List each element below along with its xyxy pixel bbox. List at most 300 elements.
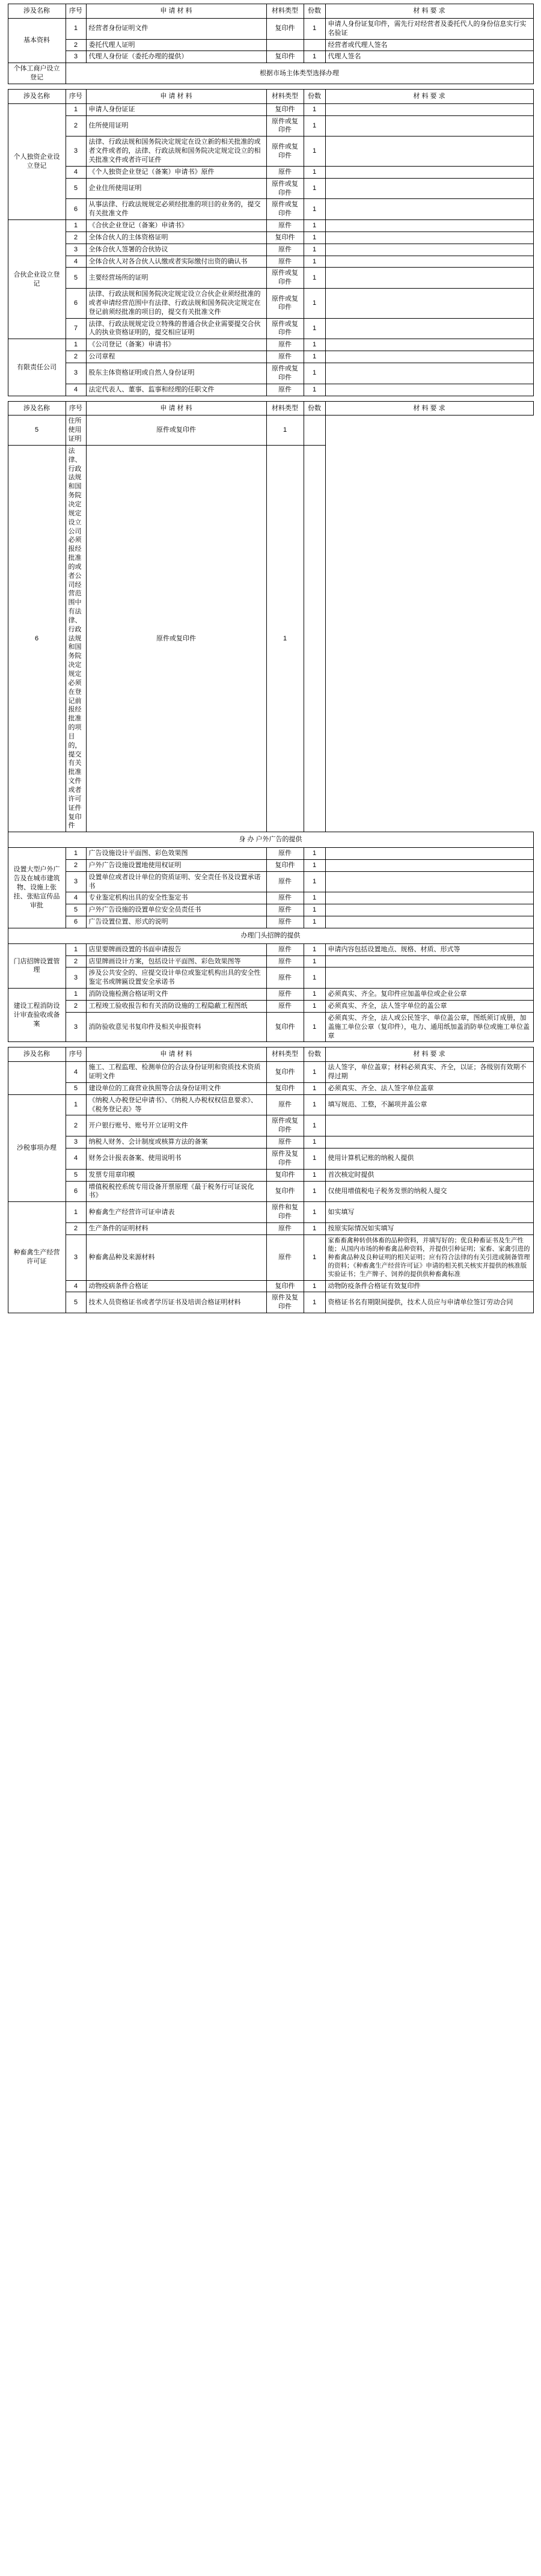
row-material: 涉及公共安全的、应提交设计单位或鉴定机构出具的安全性鉴定书或牌匾设置安全承诺书 — [86, 968, 266, 989]
row-req — [325, 968, 533, 989]
row-no: 1 — [66, 1094, 86, 1115]
band-shop-sign — [8, 928, 533, 943]
table-basic — [8, 4, 534, 84]
row-req: 经营者或代理人签名 — [325, 39, 533, 51]
row-category-continued — [8, 1062, 66, 1095]
row-count: 1 — [304, 1234, 325, 1280]
row-req: 必须真实、齐全、法人签字单位盖章 — [325, 1082, 533, 1094]
row-category: 种畜禽生产经营许可证 — [8, 1202, 66, 1313]
row-material: 种畜禽生产经营许可证申请表 — [86, 1202, 266, 1223]
row-material: 代理人身份证（委托办理的提供） — [86, 51, 266, 63]
col-material: 申 请 材 料 — [86, 89, 266, 103]
row-no: 3 — [66, 968, 86, 989]
row-count: 1 — [304, 1062, 325, 1083]
row-req — [325, 289, 533, 319]
table-row — [8, 178, 533, 199]
row-material: 生产条件的证明材料 — [86, 1222, 266, 1234]
row-count: 1 — [304, 1136, 325, 1148]
table-row — [8, 871, 533, 892]
row-count: 1 — [304, 178, 325, 199]
row-material: 消防设施检测合格证明文件 — [86, 989, 266, 1001]
row-count: 1 — [304, 1292, 325, 1313]
row-count: 1 — [304, 904, 325, 916]
row-type: 复印件 — [266, 232, 304, 244]
row-material: 法律、行政法规和国务院决定规定设立公司必须报经批准的或者公司经营范围中有法律、行政法规和国务院决定规定必须在登记前报经批准的项目的，提交有关批准文件或者许可证件复印件 — [66, 445, 86, 832]
table-row — [8, 1222, 533, 1234]
row-req — [325, 892, 533, 904]
row-count: 1 — [304, 1001, 325, 1013]
row-material: 户外广告设施设置地使用权证明 — [86, 859, 266, 871]
row-req: 必须真实、齐全，法人或公民签字、单位盖公章，图纸须订成册，加盖施工单位公章（复印件），电力、通用纸加盖消防单位或施工单位盖章 — [325, 1012, 533, 1042]
row-no: 4 — [66, 1280, 86, 1292]
row-material: 专业鉴定机构出具的安全性鉴定书 — [86, 892, 266, 904]
row-category: 建设工程消防设计审查验收或备案 — [8, 989, 66, 1042]
table-row — [8, 1148, 533, 1169]
row-type: 复印件 — [266, 51, 304, 63]
row-req: 申请人身份证复印件，需先行对经营者及委托代人的身份信息实行实名验证 — [325, 18, 533, 39]
table-row — [8, 51, 533, 63]
table-row — [8, 1234, 533, 1280]
row-no: 1 — [66, 339, 86, 351]
table-header-row — [8, 4, 533, 19]
row-req — [325, 916, 533, 928]
row-req — [325, 115, 533, 136]
row-req — [325, 363, 533, 384]
col-no: 序号 — [66, 401, 86, 416]
table-header-row — [8, 401, 533, 416]
row-req: 使用计算机记账的纳税人提供 — [325, 1148, 533, 1169]
table-row — [8, 955, 533, 968]
table-row — [8, 115, 533, 136]
table-row — [8, 18, 533, 39]
row-count: 1 — [304, 1169, 325, 1181]
row-no: 6 — [66, 289, 86, 319]
row-type: 复印件 — [266, 1181, 304, 1202]
table-row — [8, 892, 533, 904]
row-type: 复印件 — [266, 1012, 304, 1042]
row-req: 法人签字，单位盖章；材料必须真实、齐全，以证；各级别有效期不得过期 — [325, 1062, 533, 1083]
col-no: 序号 — [66, 4, 86, 19]
table-row — [8, 1012, 533, 1042]
note-choose-by-type: 根据市场主体类型选择办理 — [66, 63, 533, 84]
row-material: 开户银行账号、账号开立证明文件 — [86, 1115, 266, 1136]
row-material: 店里牌画设计方案，包括设计平面图、彩色效果图等 — [86, 955, 266, 968]
row-no: 2 — [66, 1001, 86, 1013]
row-material: 法律、行政法规规定设立特殊的普通合伙企业需要提交合伙人的执业资格证明的，提交相应证明 — [86, 318, 266, 339]
row-no: 4 — [66, 1148, 86, 1169]
col-cat: 涉及名称 — [8, 1047, 66, 1062]
table-row — [8, 351, 533, 363]
row-no: 1 — [66, 18, 86, 39]
row-no: 7 — [66, 318, 86, 339]
row-type: 原件和复印件 — [266, 1202, 304, 1223]
row-no: 6 — [66, 199, 86, 220]
row-req — [325, 256, 533, 268]
row-type: 原件或复印件 — [266, 289, 304, 319]
row-no: 2 — [66, 859, 86, 871]
row-category: 有限责任公司 — [8, 339, 66, 396]
row-req: 仅使用增值税电子税务发票的纳税人提交 — [325, 1181, 533, 1202]
row-no: 1 — [66, 989, 86, 1001]
row-no: 5 — [8, 416, 66, 446]
row-material: 工程竣工验收报告和有关消防设施的工程隐蔽工程图纸 — [86, 1001, 266, 1013]
table-row — [8, 848, 533, 860]
row-material: 经营者身份证明文件 — [86, 18, 266, 39]
col-req: 材 料 要 求 — [325, 401, 533, 416]
row-req — [325, 103, 533, 115]
row-type: 原件 — [266, 871, 304, 892]
row-material: 《纳税人办税登记申请书》、《纳税人办税权权信息要求》、《税务登记表》等 — [86, 1094, 266, 1115]
table-row — [8, 318, 533, 339]
row-type: 原件 — [266, 166, 304, 178]
col-cat: 涉及名称 — [8, 401, 66, 416]
row-type: 原件或复印件 — [266, 178, 304, 199]
col-type: 材料类型 — [266, 89, 304, 103]
row-type: 原件 — [266, 955, 304, 968]
row-no: 3 — [66, 51, 86, 63]
col-material: 申 请 材 料 — [86, 401, 266, 416]
table-row — [8, 1292, 533, 1313]
col-material: 申 请 材 料 — [86, 1047, 266, 1062]
table-row — [8, 916, 533, 928]
row-material: 公司章程 — [86, 351, 266, 363]
row-count: 1 — [304, 1094, 325, 1115]
row-type: 复印件 — [266, 18, 304, 39]
row-req: 必须真实、齐全，法人签字单位的盖公章 — [325, 1001, 533, 1013]
row-req — [325, 871, 533, 892]
table-row — [8, 1082, 533, 1094]
table-row — [8, 339, 533, 351]
row-req: 如实填写 — [325, 1202, 533, 1223]
row-count: 1 — [304, 18, 325, 39]
row-type: 原件 — [266, 1234, 304, 1280]
row-type: 原件或复印件 — [266, 268, 304, 289]
row-type: 原件 — [266, 943, 304, 955]
row-req: 申请内容包括设置地点、规格、材质、形式等 — [325, 943, 533, 955]
row-count: 1 — [304, 115, 325, 136]
band-outdoor-ad — [8, 832, 533, 848]
row-req: 家畜畜禽种转供体畜的品种资料，并填写好的；优良种畜证书及生产性能；从国内市场的种畜禽品种资料，并提供引种证明；家畜、家禽引进的种畜禽品种及良种证明的相关证明；应有符合法律的有关引进或制备管理的资料；《种畜禽生产经营许可证》申请的相关机关核实并提供的核准版实验证书；生产牌子、饲养的提供供种畜禽标准 — [325, 1234, 533, 1280]
row-no: 1 — [66, 103, 86, 115]
row-type: 复印件 — [266, 1062, 304, 1083]
row-material: 法律、行政法规和国务院决定规定设立合伙企业须经批准的或者申请经营范围中有法律、行政法规和国务院决定规定在登记前须经批准的项目的，提交有关批准文件 — [86, 289, 266, 319]
row-material: 住所使用证明 — [86, 115, 266, 136]
table-row — [8, 416, 533, 446]
row-no: 6 — [66, 916, 86, 928]
row-type: 原件 — [266, 1136, 304, 1148]
row-count: 1 — [304, 848, 325, 860]
row-count: 1 — [304, 916, 325, 928]
col-count: 份数 — [304, 401, 325, 416]
col-type: 材料类型 — [266, 401, 304, 416]
row-req: 填写规范、工整，不漏项并盖公章 — [325, 1094, 533, 1115]
row-category: 沙税事项办理 — [8, 1094, 66, 1201]
row-type: 原件 — [266, 1222, 304, 1234]
row-count: 1 — [304, 339, 325, 351]
row-req — [325, 955, 533, 968]
row-material: 广告设施设计平面图、彩色效果图 — [86, 848, 266, 860]
row-type: 原件 — [266, 916, 304, 928]
row-no: 5 — [66, 178, 86, 199]
note-shop-sign: 办理门头招牌的提供 — [8, 928, 533, 943]
row-count: 1 — [304, 859, 325, 871]
table-row — [8, 166, 533, 178]
row-material: 住所使用证明 — [66, 416, 86, 446]
row-material: 增值税税控系统专用设备开票原理《最于税务行可证说化书》 — [86, 1181, 266, 1202]
row-material: 纳税人财务、会计制度或核算方法的备案 — [86, 1136, 266, 1148]
row-req — [304, 416, 325, 446]
row-material: 施工、工程监理、检测单位的合法身份证明和资质技术资质证明文件 — [86, 1062, 266, 1083]
row-type — [266, 39, 304, 51]
row-req: 首次核定时提供 — [325, 1169, 533, 1181]
row-material: 从事法律、行政法规规定必须经批准的项目的业务的，提交有关批准文件 — [86, 199, 266, 220]
row-count — [304, 39, 325, 51]
table-row — [8, 363, 533, 384]
row-category: 个体工商户设立登记 — [8, 63, 66, 84]
row-type: 原件 — [266, 256, 304, 268]
row-no: 3 — [66, 1012, 86, 1042]
row-count: 1 — [304, 1115, 325, 1136]
row-count: 1 — [304, 989, 325, 1001]
table-row — [8, 1169, 533, 1181]
table-row — [8, 943, 533, 955]
row-type: 原件 — [266, 892, 304, 904]
table-row — [8, 136, 533, 167]
row-req: 代理人签名 — [325, 51, 533, 63]
row-req — [325, 904, 533, 916]
row-material: 设置单位或者设计单位的资质证明、安全责任书及设置承诺书 — [86, 871, 266, 892]
table-row — [8, 1280, 533, 1292]
table-row — [8, 989, 533, 1001]
row-req — [325, 268, 533, 289]
row-no: 1 — [66, 220, 86, 232]
table-row — [8, 268, 533, 289]
row-count: 1 — [304, 51, 325, 63]
row-type: 原件或复印件 — [86, 445, 266, 832]
table-row — [8, 103, 533, 115]
row-count: 1 — [304, 943, 325, 955]
row-type: 原件或复印件 — [266, 363, 304, 384]
row-count: 1 — [304, 103, 325, 115]
col-material: 申 请 材 料 — [86, 4, 266, 19]
row-no: 4 — [66, 256, 86, 268]
row-no: 5 — [66, 904, 86, 916]
row-no: 1 — [66, 848, 86, 860]
row-material: 财务会计报表备案、使用说明书 — [86, 1148, 266, 1169]
table-tax-livestock — [8, 1047, 534, 1313]
row-type: 复印件 — [266, 859, 304, 871]
row-count: 1 — [304, 1082, 325, 1094]
table-row — [8, 244, 533, 256]
row-no: 3 — [66, 244, 86, 256]
row-type: 原件 — [266, 1001, 304, 1013]
row-count: 1 — [304, 892, 325, 904]
row-type: 复印件 — [266, 1169, 304, 1181]
row-count: 1 — [304, 351, 325, 363]
row-no: 6 — [8, 445, 66, 832]
col-req: 材 料 要 求 — [325, 4, 533, 19]
row-material: 技术人员资格证书或者学历证书及培训合格证明材料 — [86, 1292, 266, 1313]
row-count: 1 — [304, 363, 325, 384]
row-req — [325, 384, 533, 396]
row-category: 设置大型户外广告及在城市建筑物、设施上张挂、张贴宣传品审批 — [8, 848, 66, 928]
row-type: 原件或复印件 — [266, 1115, 304, 1136]
table-header-row — [8, 1047, 533, 1062]
row-type: 原件或复印件 — [86, 416, 266, 446]
row-no: 4 — [66, 1062, 86, 1083]
row-req — [325, 244, 533, 256]
row-material: 股东主体资格证明或自然人身份证明 — [86, 363, 266, 384]
row-no: 5 — [66, 268, 86, 289]
row-material: 全体合伙人的主体资格证明 — [86, 232, 266, 244]
row-count: 1 — [304, 199, 325, 220]
row-type: 原件 — [266, 220, 304, 232]
row-count: 1 — [304, 136, 325, 167]
row-category: 合伙企业设立登记 — [8, 220, 66, 339]
row-material: 《公司登记（备案）申请书》 — [86, 339, 266, 351]
row-material: 企业住所使用证明 — [86, 178, 266, 199]
row-material: 主要经营场所的证明 — [86, 268, 266, 289]
row-no: 2 — [66, 1222, 86, 1234]
table-row — [8, 39, 533, 51]
row-no: 2 — [66, 955, 86, 968]
row-material: 店里要牌画设置的书面申请报告 — [86, 943, 266, 955]
table-row — [8, 1136, 533, 1148]
row-type: 原件 — [266, 384, 304, 396]
row-category: 基本资料 — [8, 18, 66, 63]
row-count: 1 — [304, 232, 325, 244]
row-no: 5 — [66, 1292, 86, 1313]
row-type: 原件 — [266, 339, 304, 351]
row-no: 2 — [66, 232, 86, 244]
row-req — [325, 178, 533, 199]
col-count: 份数 — [304, 89, 325, 103]
row-type: 原件 — [266, 989, 304, 1001]
table-row-individual-business — [8, 63, 533, 84]
row-type: 原件或复印件 — [266, 136, 304, 167]
row-no: 2 — [66, 115, 86, 136]
row-count: 1 — [304, 968, 325, 989]
row-no: 5 — [66, 1169, 86, 1181]
row-type: 原件 — [266, 904, 304, 916]
row-count: 1 — [304, 1202, 325, 1223]
row-type: 原件或复印件 — [266, 199, 304, 220]
table-row — [8, 220, 533, 232]
row-type: 复印件 — [266, 1082, 304, 1094]
col-type: 材料类型 — [266, 1047, 304, 1062]
row-count: 1 — [266, 416, 304, 446]
table-row — [8, 904, 533, 916]
note-outdoor-ad: 身 办 户外广告的提供 — [8, 832, 533, 848]
table-row — [8, 232, 533, 244]
row-material: 种畜禽品种及来源材料 — [86, 1234, 266, 1280]
table-row — [8, 384, 533, 396]
row-type: 原件 — [266, 968, 304, 989]
row-material: 《合伙企业登记（备案）申请书》 — [86, 220, 266, 232]
row-count: 1 — [304, 289, 325, 319]
row-req: 必须真实、齐全。复印件应加盖单位或企业公章 — [325, 989, 533, 1001]
col-count: 份数 — [304, 1047, 325, 1062]
row-material: 《个人独资企业登记（备案）申请书》原件 — [86, 166, 266, 178]
col-req: 材 料 要 求 — [325, 1047, 533, 1062]
row-req — [325, 199, 533, 220]
row-req — [325, 318, 533, 339]
row-req — [325, 166, 533, 178]
row-count: 1 — [304, 244, 325, 256]
table-row — [8, 1001, 533, 1013]
row-type: 原件 — [266, 244, 304, 256]
row-count: 1 — [304, 166, 325, 178]
row-category: 个人独资企业设立登记 — [8, 103, 66, 219]
table-row — [8, 256, 533, 268]
table-row — [8, 1181, 533, 1202]
row-no: 2 — [66, 351, 86, 363]
row-count: 1 — [266, 445, 304, 832]
row-count: 1 — [304, 871, 325, 892]
row-req — [325, 220, 533, 232]
row-no: 1 — [66, 943, 86, 955]
row-count: 1 — [304, 1181, 325, 1202]
table-row — [8, 1062, 533, 1083]
row-no: 3 — [66, 1234, 86, 1280]
row-no: 4 — [66, 892, 86, 904]
row-no: 2 — [66, 39, 86, 51]
row-req — [325, 848, 533, 860]
col-count: 份数 — [304, 4, 325, 19]
row-count: 1 — [304, 1222, 325, 1234]
row-type: 原件或复印件 — [266, 115, 304, 136]
row-material: 申请人身份证证 — [86, 103, 266, 115]
row-count: 1 — [304, 1280, 325, 1292]
row-req — [325, 859, 533, 871]
col-cat: 涉及名称 — [8, 89, 66, 103]
row-no: 3 — [66, 136, 86, 167]
row-count: 1 — [304, 220, 325, 232]
row-no: 3 — [66, 871, 86, 892]
row-no: 6 — [66, 1181, 86, 1202]
row-count: 1 — [304, 256, 325, 268]
table-header-row — [8, 89, 533, 103]
table-row — [8, 859, 533, 871]
table-row — [8, 1202, 533, 1223]
row-material: 动物疫病条件合格证 — [86, 1280, 266, 1292]
row-req — [304, 445, 325, 832]
table-row — [8, 199, 533, 220]
row-req — [325, 351, 533, 363]
row-req — [325, 1136, 533, 1148]
row-material: 法定代表人、董事、监事和经理的任职文件 — [86, 384, 266, 396]
col-req: 材 料 要 求 — [325, 89, 533, 103]
col-no: 序号 — [66, 1047, 86, 1062]
table-row — [8, 968, 533, 989]
col-no: 序号 — [66, 89, 86, 103]
row-material: 法律、行政法规和国务院决定规定在设立新的相关批准的或者文件或者的，法律、行政法规和国务院决定规定设立的相关批准文件或者许可证件 — [86, 136, 266, 167]
col-type: 材料类型 — [266, 4, 304, 19]
row-material: 消防验收意见书复印件及相关申报资料 — [86, 1012, 266, 1042]
row-no: 4 — [66, 384, 86, 396]
row-type: 复印件 — [266, 1280, 304, 1292]
row-req: 动物防疫条件合格证有效复印件 — [325, 1280, 533, 1292]
row-count: 1 — [304, 384, 325, 396]
row-no: 3 — [66, 1136, 86, 1148]
row-req — [325, 232, 533, 244]
row-count: 1 — [304, 268, 325, 289]
row-count: 1 — [304, 1012, 325, 1042]
row-no: 3 — [66, 363, 86, 384]
row-category: 门店招牌设置管理 — [8, 943, 66, 988]
row-material: 全体合伙人对各合伙人认缴或者实际缴付出资的确认书 — [86, 256, 266, 268]
table-row — [8, 445, 533, 832]
